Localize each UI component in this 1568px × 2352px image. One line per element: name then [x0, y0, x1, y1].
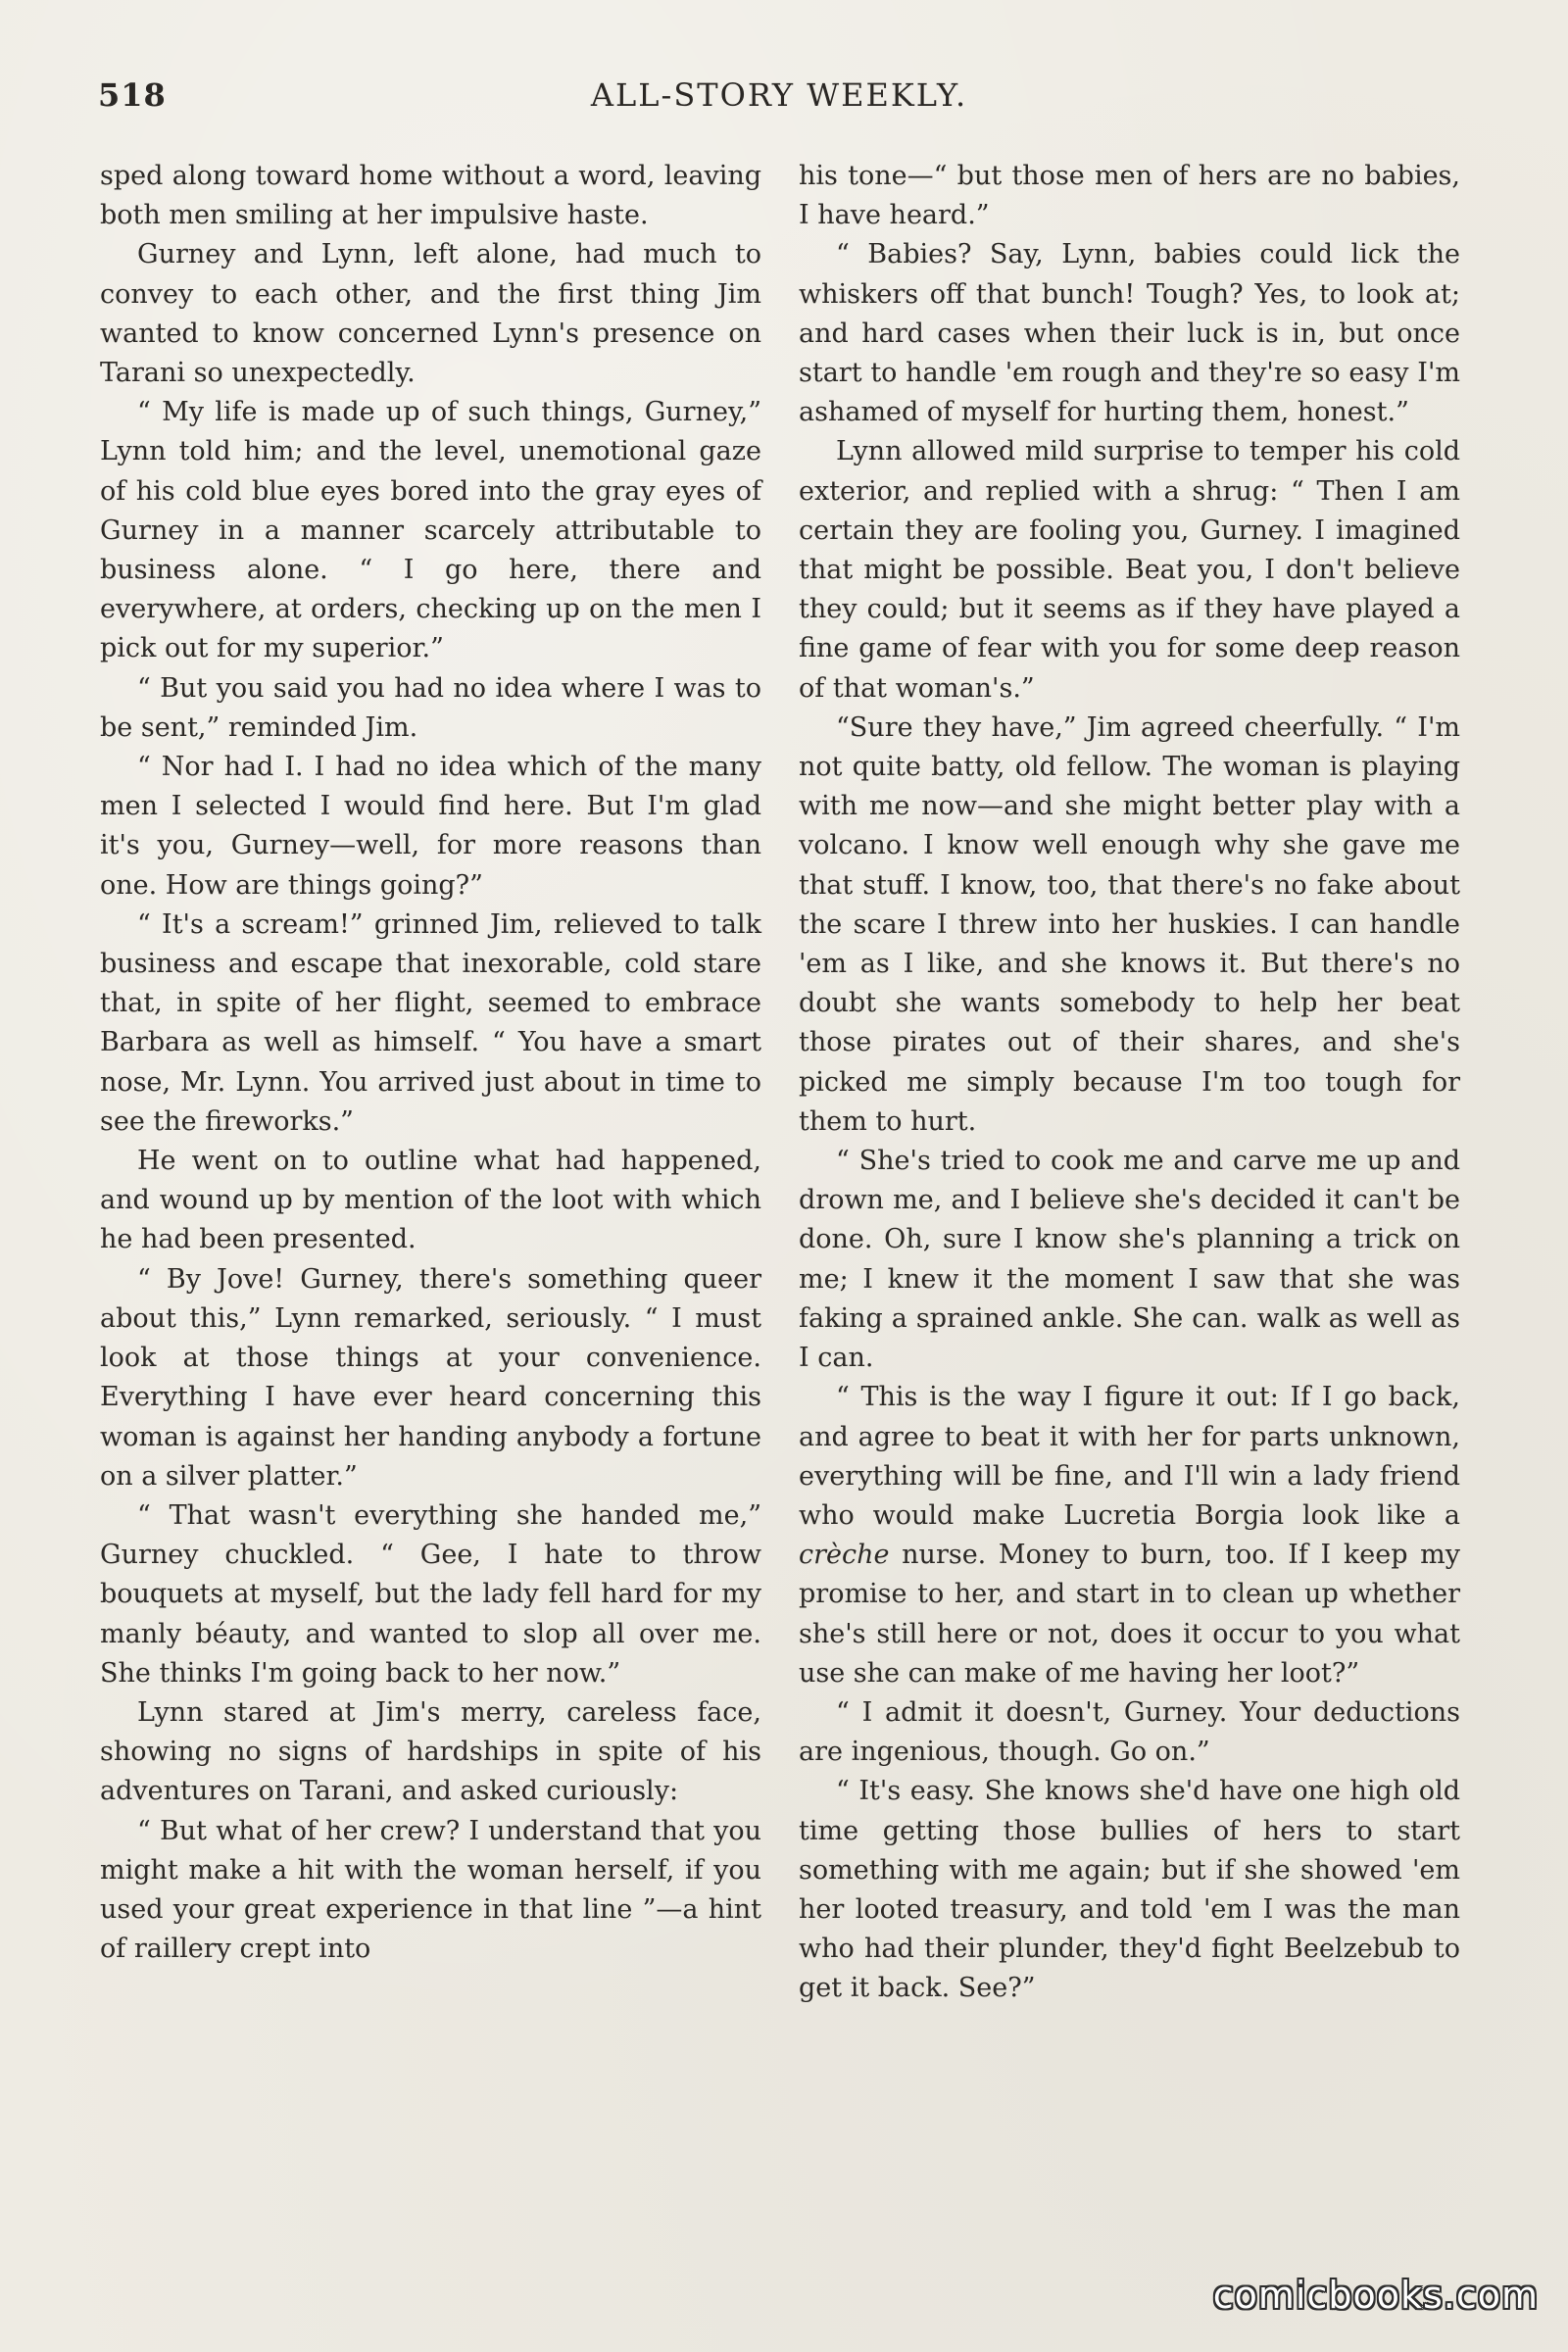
paragraph: “ That wasn't everything she handed me,” Gurney chuckled. “ Gee, I hate to throw bouquets at myself, but the lady fell hard for my manly béauty, and wanted to slop all over me. She thinks I'm going back to her now.”	[100, 1499, 761, 1689]
paragraph: Gurney and Lynn, left alone, had much to convey to each other, and the first thing Jim wanted to know concerned Lynn's presence on Tarani so unexpectedly.	[100, 239, 761, 389]
paragraph: “ Nor had I. I had no idea which of the many men I selected I would find here. But I'm glad it's you, Gurney—well, for more reasons than one. How are things going?”	[100, 752, 761, 901]
paragraph: Lynn stared at Jim's merry, careless face, showing no signs of hardships in spite of his adventures on Tarani, and asked curiously:	[100, 1696, 761, 1807]
paragraph: Lynn allowed mild surprise to temper his cold exterior, and replied with a shrug: “ Then I am certain they are fooling you, Gurney. I imagined that might be possible. Beat you, I don't believe they could; but it seems as if they have played a fine game of fear with you for some deep reason of that woman's.”	[799, 436, 1460, 704]
page-header	[98, 76, 1460, 125]
page-number: 518	[98, 76, 167, 114]
paragraph: his tone—“ but those men of hers are no babies, I have heard.”	[799, 161, 1460, 231]
paragraph: “Sure they have,” Jim agreed cheerfully. “ I'm not quite batty, old fellow. The woman is playing with me now—and she might better play with a volcano. I know well enough why she gave me that stuff. I know, too, that there's no fake about the scare I threw into her huskies. I can handle 'em as I like, and she knows it. But there's no doubt she wants somebody to help her beat those pirates out of their shares, and she's picked me simply because I'm too tough for them to hurt.	[799, 711, 1460, 1137]
paragraph: “ I admit it doesn't, Gurney. Your deductions are ingenious, though. Go on.”	[799, 1696, 1460, 1768]
paragraph: “ But you said you had no idea where I was to be sent,” reminded Jim.	[100, 672, 761, 743]
paragraph: He went on to outline what had happened, and wound up by mention of the loot with which he had been presented.	[100, 1146, 761, 1255]
paragraph: “ It's easy. She knows she'd have one high old time getting those bullies of hers to start something with me again; but if she showed 'em her looted treasury, and told 'em I was the man who had their plunder, they'd fight Beelzebub to get it back. See?”	[799, 1776, 1460, 2004]
paragraph: “ My life is made up of such things, Gurney,” Lynn told him; and the level, unemotional gaze of his cold blue eyes bored into the gray eyes of Gurney in a manner scarcely attributable to business alone. “ I go here, there and everywhere, at orders, checking up on the men I pick out for my superior.”	[100, 397, 761, 664]
text-run: “ This is the way I figure it out: If I go back, and agree to beat it with her for parts unknown, everything will be fine, and I'll win a lady friend who would make Lucretia Borgia look like a	[799, 1382, 1460, 1531]
watermark: comicbooks.com	[1212, 2274, 1539, 2317]
paragraph	[799, 1378, 1460, 1693]
italic-word: crèche	[799, 1540, 890, 1571]
paragraph: “ By Jove! Gurney, there's something queer about this,” Lynn remarked, seriously. “ I must look at those things at your convenience. Everything I have ever heard concerning this woman is against her handing anybody a fortune on a silver platter.”	[100, 1263, 761, 1492]
running-head-title: ALL-STORY WEEKLY.	[590, 76, 968, 114]
text-run: nurse. Money to burn, too. If I keep my promise to her, and start in to clean up whether she's still here or not, does it occur to you what use she can make of me having her loot?”	[799, 1540, 1460, 1689]
right-text-column	[799, 157, 1460, 2009]
left-text-column	[100, 157, 761, 1969]
paragraph: “ But what of her crew? I understand that you might make a hit with the woman herself, if you used your great experience in that line ”—a hint of raillery crept into	[100, 1815, 761, 1965]
paragraph: “ It's a scream!” grinned Jim, relieved to talk business and escape that inexorable, cold stare that, in spite of her flight, seemed to embrace Barbara as well as himself. “ You have a smart nose, Mr. Lynn. You arrived just about in time to see the fireworks.”	[100, 908, 761, 1137]
paragraph: sped along toward home without a word, leaving both men smiling at her impulsive haste.	[100, 161, 761, 231]
paragraph: “ Babies? Say, Lynn, babies could lick the whiskers off that bunch! Tough? Yes, to look at; and hard cases when their luck is in, but once start to handle 'em rough and they're so easy I'm ashamed of myself for hurting them, honest.”	[799, 239, 1460, 428]
paragraph: “ She's tried to cook me and carve me up and drown me, and I believe she's decided it can't be done. Oh, sure I know she's planning a trick on me; I knew it the moment I saw that she was faking a sprained ankle. She can. walk as well as I can.	[799, 1146, 1460, 1374]
